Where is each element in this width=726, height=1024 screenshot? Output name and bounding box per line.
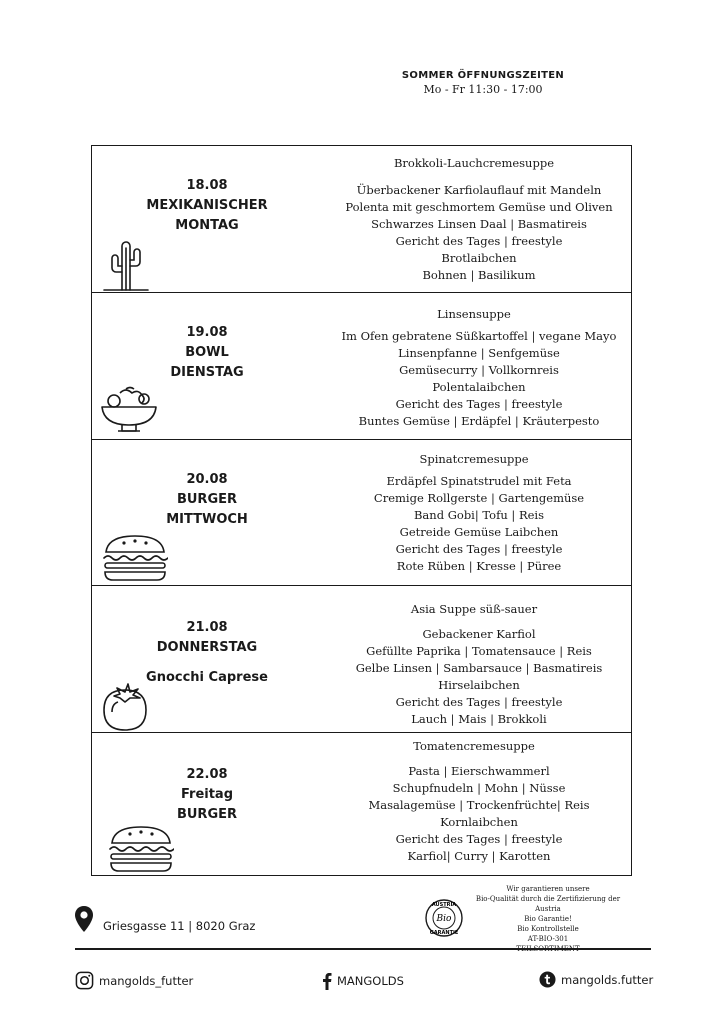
dish-item: Gemüsecurry | Vollkornreis bbox=[399, 363, 559, 377]
dish-item: Schupfnudeln | Mohn | Nüsse bbox=[392, 781, 566, 795]
dish-item: Gericht des Tages | freestyle bbox=[395, 695, 563, 709]
opening-hours bbox=[380, 70, 586, 96]
dish-item: Gericht des Tages | freestyle bbox=[395, 397, 563, 411]
salad-bowl-icon bbox=[100, 385, 158, 437]
dish-list bbox=[324, 473, 634, 575]
instagram-handle: mangolds_futter bbox=[99, 973, 194, 988]
soup-of-day: Spinatcremesuppe bbox=[419, 452, 529, 466]
day-special: Gnocchi Caprese bbox=[146, 670, 268, 685]
day-date: 19.08 bbox=[186, 325, 228, 340]
bio-line: Bio Kontrollstelle bbox=[517, 925, 579, 933]
soup-of-day: Linsensuppe bbox=[437, 307, 511, 321]
dish-item: Hirselaibchen bbox=[438, 678, 520, 692]
burger-icon bbox=[108, 825, 174, 873]
soup-of-day: Asia Suppe süß-sauer bbox=[410, 602, 538, 616]
day-date: 18.08 bbox=[186, 178, 228, 193]
dish-item: Bohnen | Basilikum bbox=[422, 268, 536, 282]
day-theme: BOWL bbox=[185, 345, 229, 360]
dish-item: Gericht des Tages | freestyle bbox=[395, 832, 563, 846]
tripadvisor-handle: mangolds.futter bbox=[561, 972, 654, 987]
dish-list bbox=[324, 626, 634, 728]
day-row-tuesday bbox=[92, 293, 631, 440]
dish-item: Gericht des Tages | freestyle bbox=[395, 234, 563, 248]
day-row-friday bbox=[92, 733, 631, 877]
facebook-handle: MANGOLDS bbox=[337, 974, 404, 988]
dish-item: Schwarzes Linsen Daal | Basmatireis bbox=[371, 217, 587, 231]
footer-divider bbox=[75, 948, 651, 950]
day-label bbox=[92, 618, 322, 688]
tripadvisor-icon bbox=[539, 971, 556, 988]
bio-line: AT-BIO-301 bbox=[527, 935, 569, 943]
day-theme: Freitag bbox=[180, 787, 234, 802]
facebook-link[interactable] bbox=[322, 972, 404, 990]
address: Griesgasse 11 | 8020 Graz bbox=[103, 919, 256, 933]
bio-garantie-badge-icon bbox=[424, 898, 464, 938]
dish-list bbox=[324, 182, 634, 284]
day-date: 21.08 bbox=[186, 620, 228, 635]
cactus-icon bbox=[102, 236, 150, 292]
dish-item: Gebackener Karfiol bbox=[422, 627, 536, 641]
dish-item: Rote Rüben | Kresse | Püree bbox=[396, 559, 562, 573]
dish-item: Polentalaibchen bbox=[432, 380, 526, 394]
day-weekday: MONTAG bbox=[175, 218, 239, 233]
day-date: 22.08 bbox=[186, 767, 228, 782]
dish-item: Polenta mit geschmortem Gemüse und Oliven bbox=[345, 200, 613, 214]
dish-item: Gelbe Linsen | Sambarsauce | Basmatireis bbox=[355, 661, 603, 675]
dish-item: Gefüllte Paprika | Tomatensauce | Reis bbox=[366, 644, 592, 658]
dish-item: Überbackener Karfiolauflauf mit Mandeln bbox=[356, 183, 602, 197]
dish-list bbox=[324, 763, 634, 865]
badge-top-text: AUSTRIA bbox=[431, 902, 457, 908]
dish-item: Masalagemüse | Trockenfrüchte| Reis bbox=[368, 798, 590, 812]
dish-item: Brotlaibchen bbox=[441, 251, 517, 265]
day-weekday: DIENSTAG bbox=[170, 365, 244, 380]
bio-line: Bio-Qualität durch die Zertifizierung der Austria bbox=[475, 895, 621, 913]
dish-item: Lauch | Mais | Brokkoli bbox=[411, 712, 547, 726]
day-theme: DONNERSTAG bbox=[156, 640, 258, 655]
dish-item: Karfiol| Curry | Karotten bbox=[407, 849, 551, 863]
opening-hours-title: SOMMER ÖFFNUNGSZEITEN bbox=[401, 70, 565, 81]
dish-item: Gericht des Tages | freestyle bbox=[395, 542, 563, 556]
badge-bottom-text: GARANTIE bbox=[429, 930, 459, 936]
badge-center-text: Bio bbox=[436, 914, 452, 924]
burger-icon bbox=[102, 534, 168, 582]
instagram-icon bbox=[75, 971, 94, 990]
dish-item: Im Ofen gebratene Süßkartoffel | vegane Mayo bbox=[341, 329, 617, 343]
day-weekday: MITTWOCH bbox=[166, 512, 248, 527]
dish-item: Cremige Rollgerste | Gartengemüse bbox=[373, 491, 585, 505]
dish-item: Pasta | Eierschwammerl bbox=[408, 764, 550, 778]
facebook-icon bbox=[322, 972, 332, 990]
day-row-thursday bbox=[92, 586, 631, 733]
opening-hours-time: Mo - Fr 11:30 - 17:00 bbox=[423, 83, 543, 96]
day-label bbox=[92, 176, 322, 236]
dish-item: Band Gobi| Tofu | Reis bbox=[413, 508, 544, 522]
day-theme: BURGER bbox=[176, 492, 238, 507]
soup-of-day: Brokkoli-Lauchcremesuppe bbox=[393, 156, 554, 170]
instagram-link[interactable] bbox=[75, 971, 193, 990]
day-label bbox=[92, 470, 322, 530]
dish-item: Kornlaibchen bbox=[440, 815, 518, 829]
day-label bbox=[92, 765, 322, 825]
day-date: 20.08 bbox=[186, 472, 228, 487]
bio-line: Wir garantieren unsere bbox=[506, 885, 590, 893]
day-weekday: BURGER bbox=[176, 807, 238, 822]
dish-item: Erdäpfel Spinatstrudel mit Feta bbox=[386, 474, 572, 488]
weekly-menu-table bbox=[91, 145, 632, 876]
bio-line: Bio Garantie! bbox=[524, 915, 572, 923]
dish-item: Linsenpfanne | Senfgemüse bbox=[398, 346, 560, 360]
bio-certification-text bbox=[468, 884, 628, 954]
location-pin-icon bbox=[74, 905, 94, 933]
day-row-monday bbox=[92, 146, 631, 293]
day-label bbox=[92, 323, 322, 383]
soup-of-day: Tomatencremesuppe bbox=[413, 739, 535, 753]
dish-list bbox=[324, 328, 634, 430]
dish-item: Buntes Gemüse | Erdäpfel | Kräuterpesto bbox=[358, 414, 600, 428]
day-theme: MEXIKANISCHER bbox=[146, 198, 268, 213]
day-row-wednesday bbox=[92, 440, 631, 586]
tripadvisor-link[interactable] bbox=[539, 971, 653, 988]
tomato-icon bbox=[100, 680, 150, 732]
dish-item: Getreide Gemüse Laibchen bbox=[399, 525, 559, 539]
